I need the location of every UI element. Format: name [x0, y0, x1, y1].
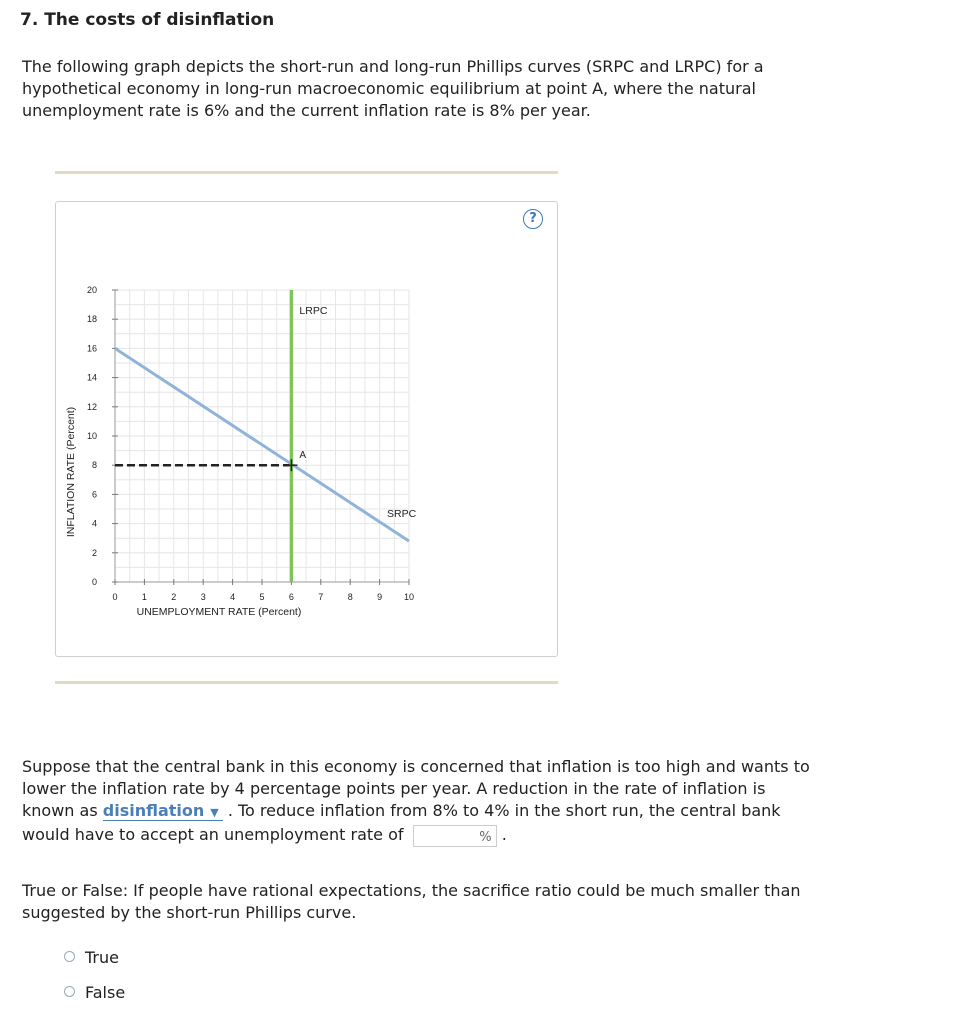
- option-true-label: True: [85, 948, 119, 967]
- radio-false[interactable]: [64, 986, 75, 997]
- phillips-curve-chart: [56, 202, 557, 656]
- question-title: 7. The costs of disinflation: [20, 10, 275, 30]
- x-tick-label: 4: [230, 592, 236, 602]
- y-tick-label: 16: [86, 343, 97, 354]
- para1-line-3-prefix: known as: [22, 801, 98, 820]
- y-tick-label: 10: [86, 431, 97, 441]
- graph-panel: [55, 201, 558, 657]
- x-tick-label: 10: [403, 592, 415, 602]
- y-tick-label: 20: [86, 285, 97, 295]
- dropdown-caret-icon: ▼: [210, 806, 219, 819]
- para1-line-3-suffix: . To reduce inflation from 8% to 4% in the short run, the central bank: [227, 801, 781, 820]
- y-axis-label: INFLATION RATE (Percent): [65, 406, 77, 538]
- y-tick-label: 0: [91, 577, 97, 587]
- bottom-divider: [55, 681, 558, 684]
- dropdown-selected-value: disinflation: [102, 801, 205, 820]
- y-tick-label: 12: [86, 401, 97, 412]
- para2-line-2: suggested by the short-run Phillips curve.: [22, 903, 357, 922]
- para1-line-4-end: .: [501, 825, 507, 844]
- radio-true[interactable]: [64, 951, 75, 962]
- option-true[interactable]: [64, 947, 119, 969]
- question-intro: [22, 56, 822, 122]
- srpc-label: SRPC: [387, 508, 417, 521]
- unemployment-answer-box: [413, 825, 497, 847]
- top-divider: [55, 171, 558, 174]
- x-tick-label: 0: [112, 592, 118, 602]
- x-tick-label: 6: [288, 592, 294, 602]
- option-false[interactable]: [64, 982, 125, 1004]
- para1-line-4-prefix: would have to accept an unemployment rate of: [22, 825, 404, 844]
- y-tick-label: 14: [86, 372, 97, 383]
- point-a-label: A: [299, 450, 307, 462]
- option-false-label: False: [85, 983, 126, 1002]
- y-tick-label: 18: [86, 314, 97, 325]
- intro-line-2: hypothetical economy in long-run macroeconomic equilibrium at point A, where the natural: [22, 79, 756, 98]
- x-tick-label: 3: [200, 592, 206, 602]
- x-tick-label: 5: [259, 592, 265, 602]
- y-tick-label: 8: [91, 460, 97, 471]
- disinflation-dropdown[interactable]: [103, 801, 223, 821]
- grid-layer: [115, 290, 409, 582]
- question-paragraph-1: [22, 756, 852, 847]
- para2-line-1: True or False: If people have rational expectations, the sacrifice ratio could be much smaller than: [22, 881, 801, 900]
- para1-line-2: lower the inflation rate by 4 percentage points per year. A reduction in the rate of inflation is: [22, 779, 766, 798]
- x-tick-label: 2: [171, 592, 177, 602]
- y-tick-label: 6: [91, 489, 97, 500]
- help-icon[interactable]: ?: [523, 209, 543, 229]
- intro-line-3: unemployment rate is 6% and the current inflation rate is 8% per year.: [22, 101, 591, 120]
- lrpc-label: LRPC: [299, 305, 328, 317]
- question-paragraph-2: [22, 880, 852, 924]
- x-tick-label: 7: [318, 592, 324, 602]
- intro-line-1: The following graph depicts the short-run and long-run Phillips curves (SRPC and LRPC) for a: [22, 57, 764, 76]
- percent-unit: %: [479, 829, 492, 845]
- y-tick-label: 4: [91, 518, 97, 529]
- x-tick-label: 9: [377, 592, 383, 602]
- x-tick-label: 8: [347, 592, 353, 602]
- unemployment-rate-input[interactable]: [414, 828, 482, 848]
- x-axis-label: UNEMPLOYMENT RATE (Percent): [136, 606, 302, 618]
- y-tick-label: 2: [91, 547, 97, 558]
- x-tick-label: 1: [141, 592, 147, 602]
- para1-line-1: Suppose that the central bank in this economy is concerned that inflation is too high and wants to: [22, 757, 810, 776]
